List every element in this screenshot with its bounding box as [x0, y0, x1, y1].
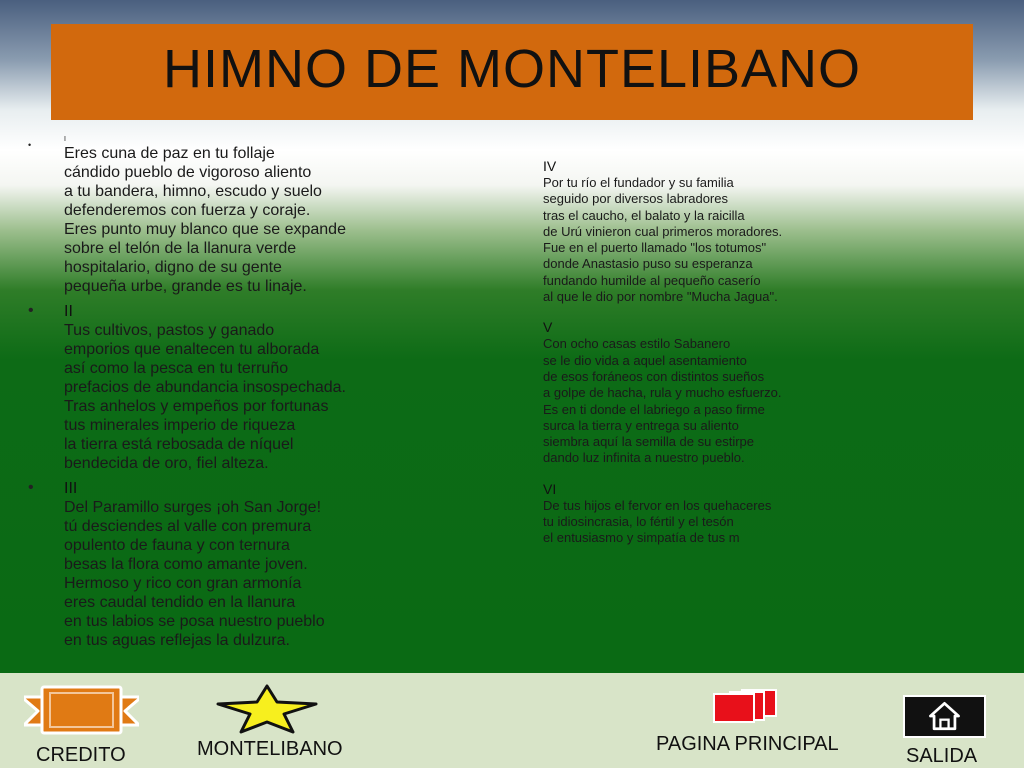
stanza-i — [28, 136, 408, 296]
certificate-ribbon-icon[interactable] — [24, 683, 139, 739]
verse-line: Por tu río el fundador y su familia — [543, 175, 734, 190]
pagina-principal-button[interactable]: PAGINA PRINCIPAL — [656, 733, 839, 755]
credito-button[interactable]: CREDITO — [36, 744, 126, 766]
verse-line: Es en ti donde el labriego a paso firme — [543, 401, 765, 417]
verse-line: Hermoso y rico con gran armonía — [64, 575, 302, 592]
verse-line: prefacios de abundancia insospechada. — [64, 379, 346, 396]
verse-line: eres caudal tendido en la llanura — [64, 594, 296, 611]
verse-line: de esos foráneos con distintos sueños — [543, 368, 765, 384]
salida-button[interactable]: SALIDA — [906, 745, 978, 767]
bullet-icon: • — [28, 479, 34, 496]
verse-line: fundando humilde al pequeño caserío — [543, 272, 761, 288]
stanza-numeral: V — [543, 319, 553, 336]
stanza-v — [543, 319, 873, 466]
verse-line: la tierra está rebosada de níquel — [64, 436, 294, 453]
page-title: HIMNO DE MONTELIBANO — [162, 39, 862, 99]
verse-line: tú desciendes al valle con premura — [64, 518, 312, 535]
stanza-numeral: II — [64, 303, 73, 320]
verse-line: se le dio vida a aquel asentamiento — [543, 352, 747, 368]
bullet-icon: • — [28, 140, 32, 150]
verse-line: Eres punto muy blanco que se expande — [64, 221, 346, 238]
verse-line: a golpe de hacha, rula y mucho esfuerzo. — [543, 385, 782, 401]
verse-line: emporios que enaltecen tu alborada — [64, 341, 320, 358]
stanza-lines — [64, 144, 408, 296]
verse-line: opulento de fauna y con ternura — [64, 537, 290, 554]
verse-line: besas la flora como amante joven. — [64, 556, 308, 573]
stanza-lines — [543, 498, 873, 547]
verse-line: donde Anastasio puso su esperanza — [543, 256, 753, 272]
star-icon[interactable] — [216, 684, 318, 734]
stanza-iii — [28, 479, 408, 650]
title-banner — [51, 24, 973, 120]
verse-line: al que le dio por nombre "Mucha Jagua". — [543, 289, 778, 305]
verse-line: De tus hijos el fervor en los quehaceres — [543, 497, 772, 513]
footer-nav-bar — [0, 673, 1024, 768]
stanza-lines — [64, 498, 408, 650]
verse-line: Tras anhelos y empeños por fortunas — [64, 398, 329, 415]
verse-line: Fue en el puerto llamado "los totumos" — [543, 240, 767, 256]
stanza-ii — [28, 302, 408, 473]
stanza-vi — [543, 481, 873, 547]
verse-line: dando luz infinita a nuestro pueblo. — [543, 450, 745, 466]
verse-line: siembra aquí la semilla de su estirpe — [543, 434, 754, 450]
verse-line: en tus labios se posa nuestro pueblo — [64, 613, 325, 630]
stanza-iv — [543, 158, 873, 305]
verse-line: tus minerales imperio de riqueza — [64, 417, 296, 434]
stanza-lines — [543, 175, 873, 305]
verse-line: sobre el telón de la llanura verde — [64, 240, 297, 257]
stanza-numeral: IV — [543, 158, 557, 174]
card-stack-icon[interactable] — [712, 688, 778, 724]
verse-line: Tus cultivos, pastos y ganado — [64, 322, 275, 339]
verse-line: bendecida de oro, fiel alteza. — [64, 455, 269, 472]
verse-line: surca la tierra y entrega su aliento — [543, 417, 739, 433]
verse-line: el entusiasmo y simpatía de tus m — [543, 530, 740, 546]
verse-line: así como la pesca en tu terruño — [64, 360, 289, 377]
verse-line: hospitalario, digno de su gente — [64, 259, 282, 276]
stanza-numeral: I — [64, 136, 66, 143]
verse-line: Eres cuna de paz en tu follaje — [64, 145, 275, 162]
stanza-numeral: VI — [543, 480, 557, 497]
stanza-numeral: III — [64, 480, 78, 497]
verse-line: Del Paramillo surges ¡oh San Jorge! — [64, 499, 322, 516]
stanza-lines — [64, 321, 408, 473]
montelibano-button[interactable]: MONTELIBANO — [197, 738, 343, 760]
verse-line: cándido pueblo de vigoroso aliento — [64, 164, 312, 181]
anthem-left-column — [28, 136, 408, 656]
verse-line: tu idiosincrasia, lo fértil y el tesón — [543, 514, 734, 530]
verse-line: seguido por diversos labradores — [543, 191, 728, 207]
anthem-right-column — [543, 158, 873, 561]
bullet-icon: • — [28, 302, 34, 319]
verse-line: tras el caucho, el balato y la raicilla — [543, 207, 745, 223]
verse-line: Con ocho casas estilo Sabanero — [543, 336, 731, 352]
stanza-lines — [543, 336, 873, 466]
verse-line: pequeña urbe, grande es tu linaje. — [64, 278, 307, 295]
verse-line: defenderemos con fuerza y coraje. — [64, 202, 311, 219]
verse-line: a tu bandera, himno, escudo y suelo — [64, 183, 322, 200]
verse-line: de Urú vinieron cual primeros moradores. — [543, 223, 783, 239]
verse-line: en tus aguas reflejas la dulzura. — [64, 632, 290, 649]
home-icon[interactable] — [903, 695, 986, 738]
